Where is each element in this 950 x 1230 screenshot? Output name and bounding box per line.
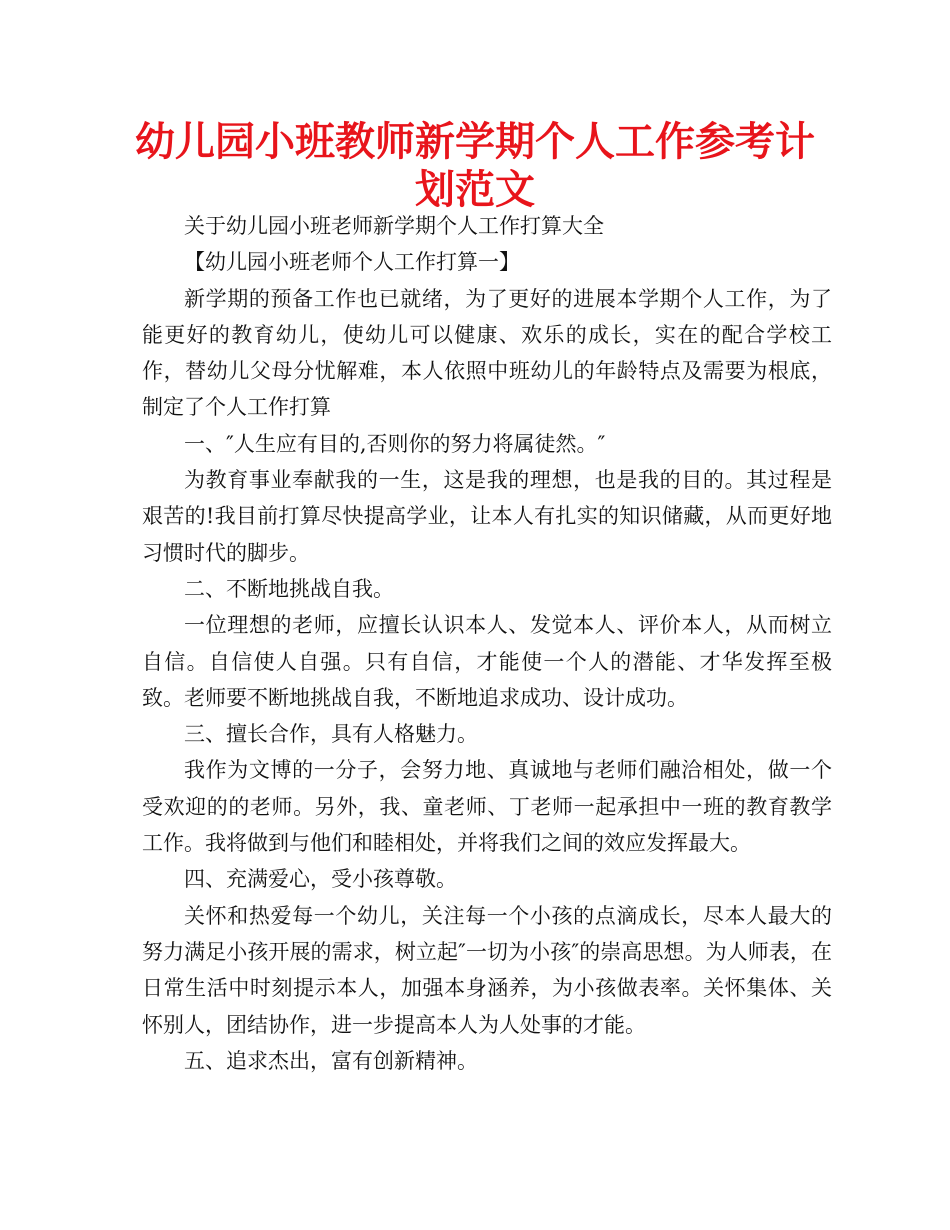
paragraph: 为教育事业奉献我的一生，这是我的理想，也是我的目的。其过程是艰苦的!我目前打算尽快提高学业，让本人有扎实的知识储藏，从而更好地习惯时代的脚步。 [142,468,832,565]
paragraph: 关怀和热爱每一个幼儿，关注每一个小孩的点滴成长，尽本人最大的努力满足小孩开展的需求，树立起″一切为小孩″的崇高思想。为人师表，在日常生活中时刻提示本人，加强本身涵养，为小孩做表率。关怀集体、关怀别人，团结协作，进一步提高本人为人处事的才能。 [142,903,832,1037]
section-heading: 二、不断地挑战自我。 [184,576,394,601]
paragraph: 新学期的预备工作也已就绪，为了更好的进展本学期个人工作，为了能更好的教育幼儿，使幼儿可以健康、欢乐的成长，实在的配合学校工作，替幼儿父母分忧解难，本人依照中班幼儿的年龄特点及需要为根底，制定了个人工作打算 [142,286,832,420]
section-heading: 三、擅长合作，具有人格魅力。 [184,722,478,747]
document-body [142,208,832,1079]
section-heading: 一、″人生应有目的,否则你的努力将属徒然。″ [184,431,606,456]
section-heading: 五、追求杰出，富有创新精神。 [184,1048,478,1073]
section-heading: 【幼儿园小班老师个人工作打算一】 [184,250,520,275]
paragraph: 一位理想的老师，应擅长认识本人、发觉本人、评价本人，从而树立自信。自信使人自强。只有自信，才能使一个人的潜能、才华发挥至极致。老师要不断地挑战自我，不断地追求成功、设计成功。 [142,613,832,710]
paragraph: 我作为文博的一分子，会努力地、真诚地与老师们融洽相处，做一个受欢迎的的老师。另外，我、童老师、丁老师一起承担中一班的教育教学工作。我将做到与他们和睦相处，并将我们之间的效应发挥最大。 [142,758,832,856]
document-title: 幼儿园小班教师新学期个人工作参考计划范文 [135,119,815,213]
document-subtitle: 关于幼儿园小班老师新学期个人工作打算大全 [184,214,604,238]
section-heading: 四、充满爱心，受小孩尊敬。 [184,867,457,892]
